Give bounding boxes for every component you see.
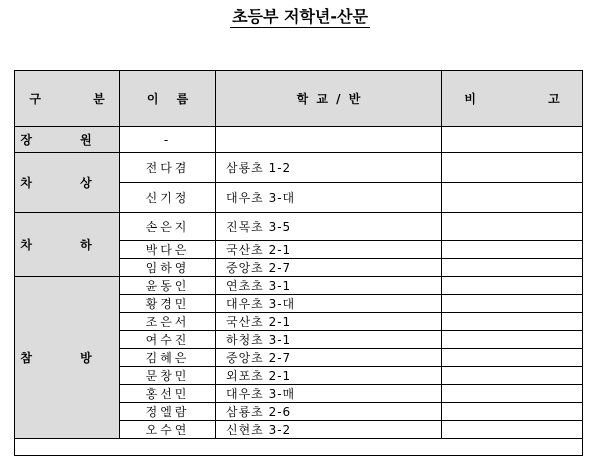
school-cell: 하청초 3-1 (216, 331, 442, 349)
table-row (15, 213, 583, 241)
table-row (15, 277, 583, 295)
note-cell (442, 349, 583, 367)
name-cell: 오수연 (120, 421, 216, 439)
note-cell (442, 259, 583, 277)
school-cell: 중앙초 2-7 (216, 259, 442, 277)
school-cell: 연초초 3-1 (216, 277, 442, 295)
name-cell: 조은서 (120, 313, 216, 331)
school-cell: 중앙초 2-7 (216, 349, 442, 367)
table-row (15, 153, 583, 183)
category-chasang: 차 상 (15, 153, 120, 213)
note-cell (442, 277, 583, 295)
name-cell: 임하영 (120, 259, 216, 277)
note-cell (442, 421, 583, 439)
header-category: 구 분 (15, 71, 120, 127)
footer-row (15, 439, 583, 456)
school-cell: 외포초 2-1 (216, 367, 442, 385)
school-cell: 삼룡초 1-2 (216, 153, 442, 183)
name-cell: 홍선민 (120, 385, 216, 403)
header-school: 학 교 / 반 (216, 71, 442, 127)
school-cell: 진목초 3-5 (216, 213, 442, 241)
note-cell (442, 331, 583, 349)
name-cell: 윤동인 (120, 277, 216, 295)
note-cell (442, 367, 583, 385)
school-cell: 삼룡초 2-6 (216, 403, 442, 421)
school-cell (216, 127, 442, 153)
school-cell: 대우초 3-매 (216, 385, 442, 403)
name-cell: 정엘람 (120, 403, 216, 421)
name-cell: 박다은 (120, 241, 216, 259)
note-cell (442, 127, 583, 153)
category-chambang: 참 방 (15, 277, 120, 439)
name-cell: 문창민 (120, 367, 216, 385)
page-title: 초등부 저학년-산문 (232, 7, 368, 26)
header-name: 이 름 (120, 71, 216, 127)
name-cell: 황경민 (120, 295, 216, 313)
note-cell (442, 313, 583, 331)
name-cell: 김혜은 (120, 349, 216, 367)
note-cell (442, 183, 583, 213)
name-cell: 전다겸 (120, 153, 216, 183)
name-cell: - (120, 127, 216, 153)
award-table (14, 70, 583, 456)
header-row (15, 71, 583, 127)
header-note: 비 고 (442, 71, 583, 127)
name-cell: 손은지 (120, 213, 216, 241)
footer-cell (15, 439, 583, 456)
school-cell: 국산초 2-1 (216, 241, 442, 259)
note-cell (442, 153, 583, 183)
table-row (15, 127, 583, 153)
note-cell (442, 213, 583, 241)
name-cell: 신기정 (120, 183, 216, 213)
note-cell (442, 295, 583, 313)
name-cell: 여수진 (120, 331, 216, 349)
note-cell (442, 403, 583, 421)
school-cell: 대우초 3-대 (216, 295, 442, 313)
category-jangwon: 장 원 (15, 127, 120, 153)
note-cell (442, 385, 583, 403)
school-cell: 국산초 2-1 (216, 313, 442, 331)
school-cell: 대우초 3-대 (216, 183, 442, 213)
note-cell (442, 241, 583, 259)
category-chaha: 차 하 (15, 213, 120, 277)
school-cell: 신현초 3-2 (216, 421, 442, 439)
